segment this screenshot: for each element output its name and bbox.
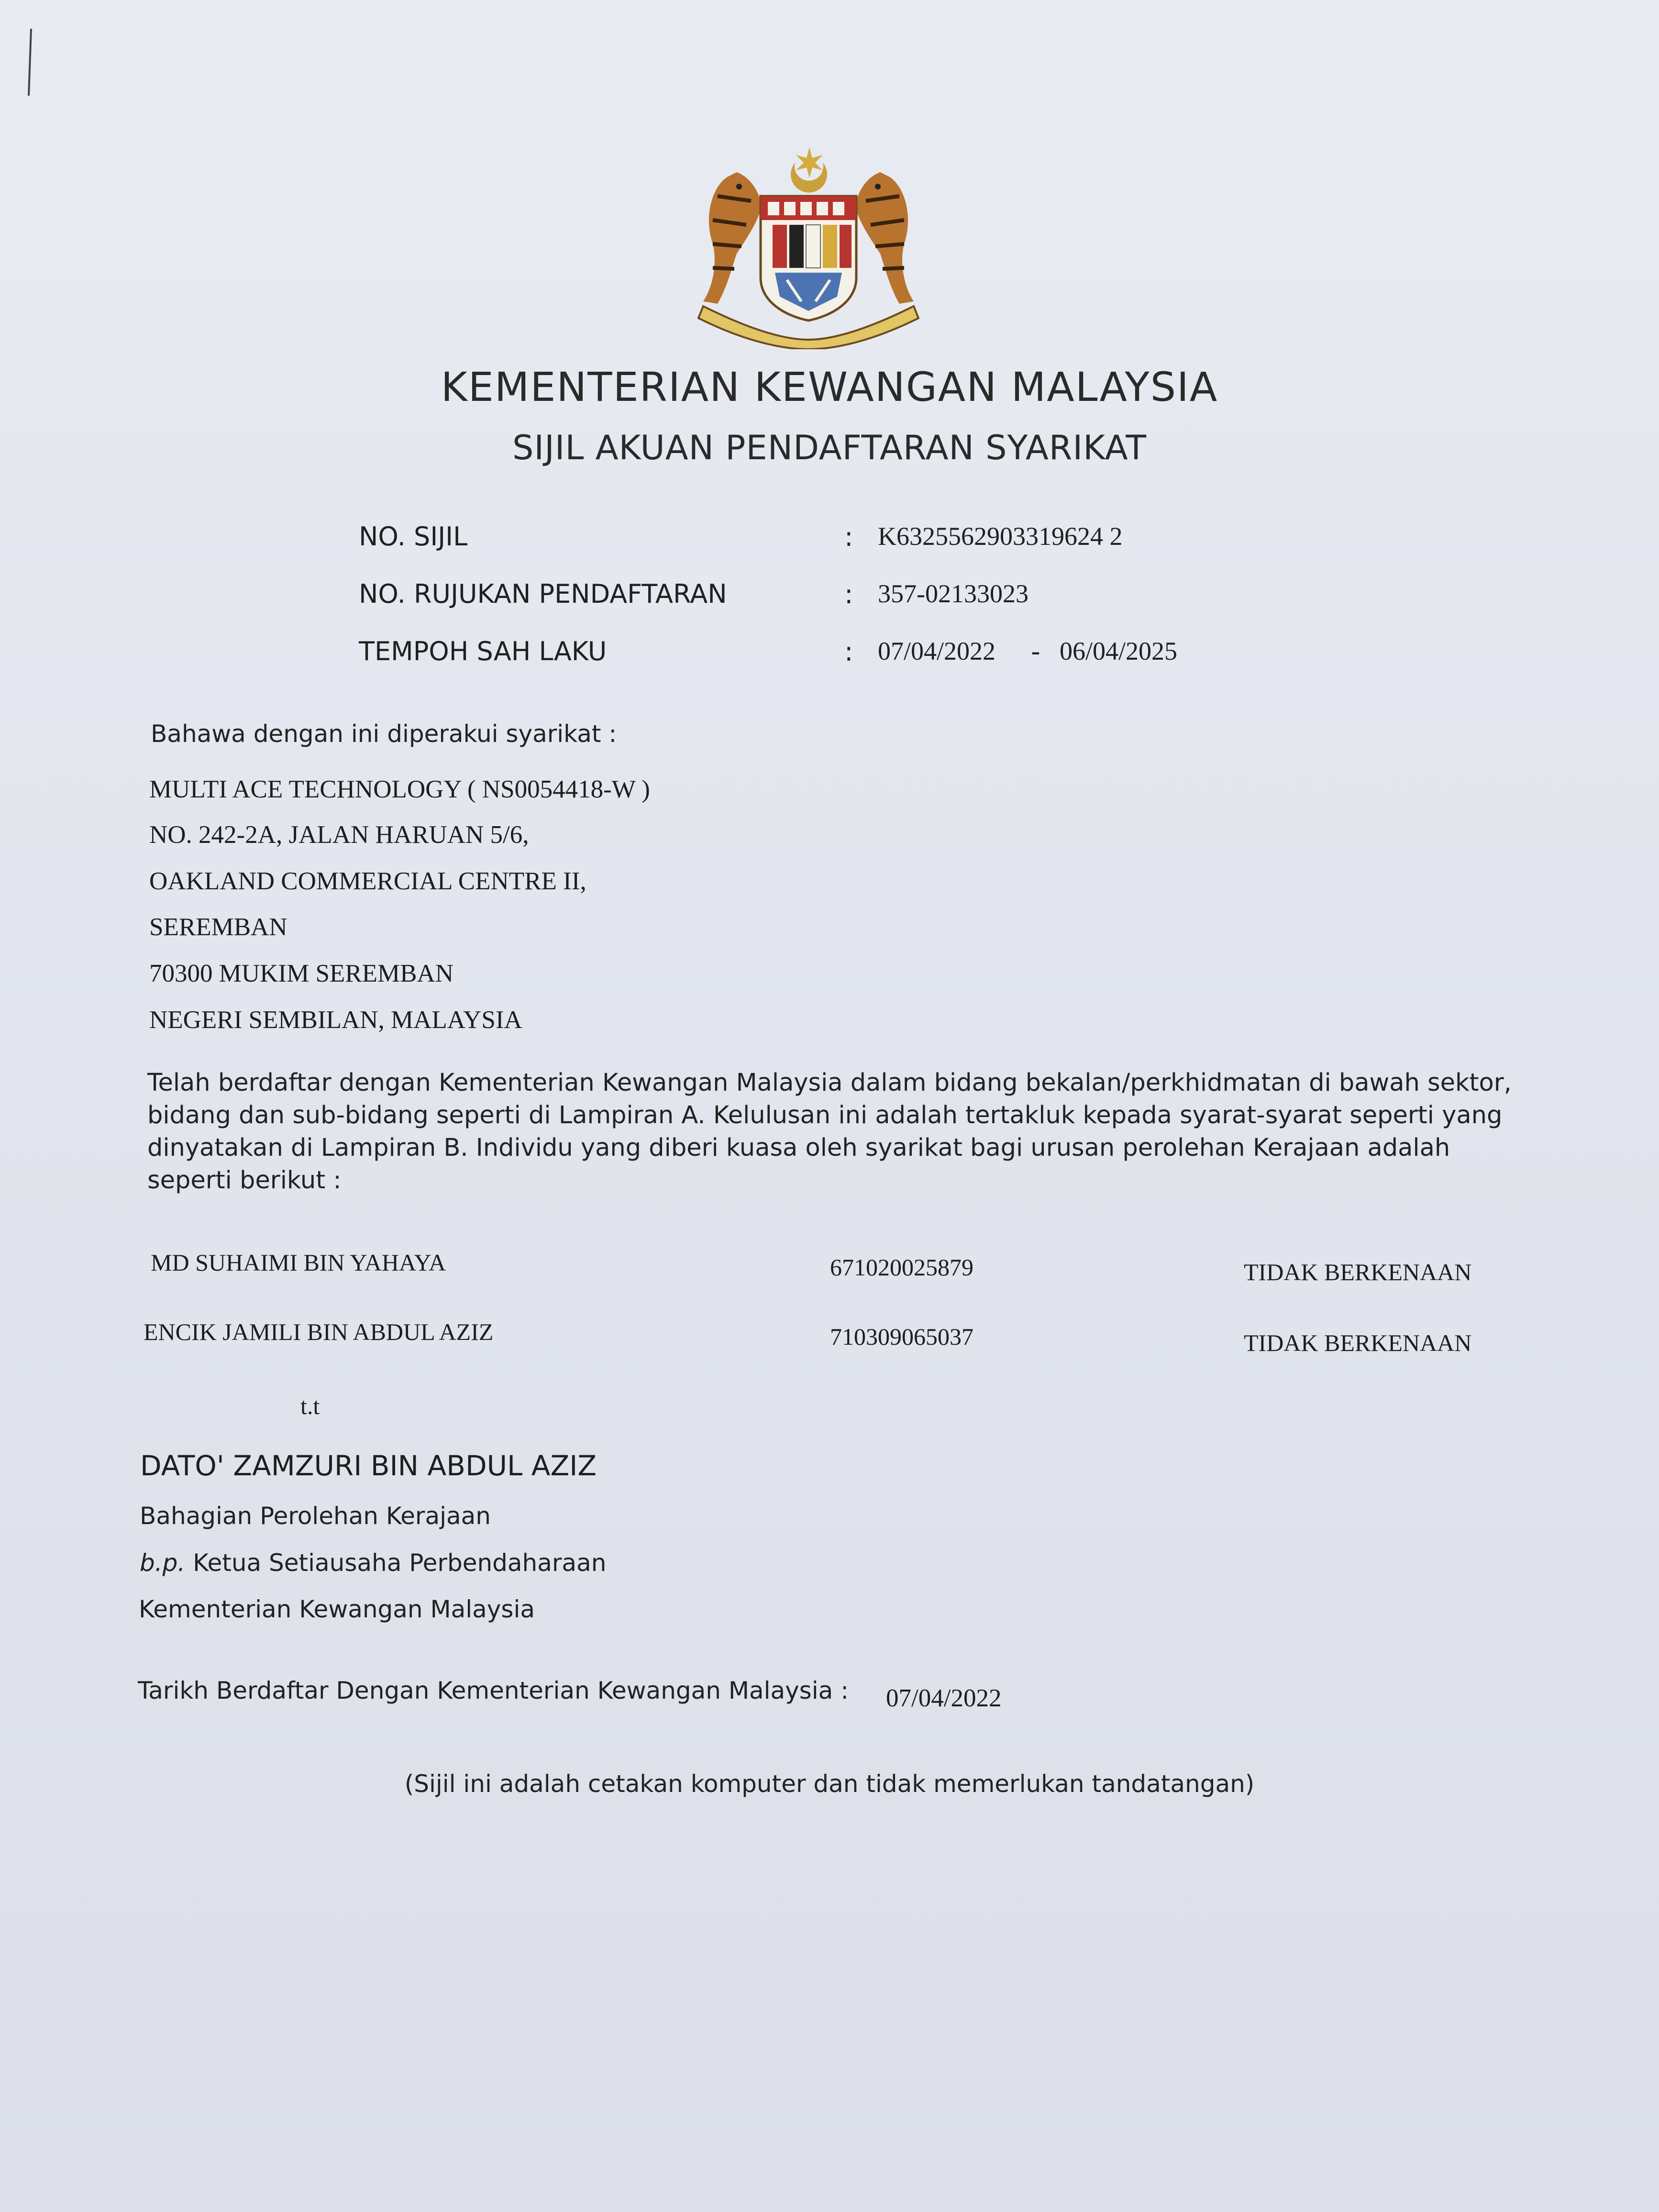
coat-of-arms-emblem [684, 144, 933, 349]
validity-end-date: 06/04/2025 [1060, 637, 1178, 665]
authorized-person-status: TIDAK BERKENAAN [1244, 1329, 1472, 1356]
authorized-person-id: 710309065037 [830, 1323, 973, 1350]
signatory-division: Bahagian Perolehan Kerajaan [140, 1502, 491, 1530]
registration-reference-label: NO. RUJUKAN PENDAFTARAN [359, 579, 727, 609]
company-address-line: SEREMBAN [149, 913, 288, 941]
company-address-line: NO. 242-2A, JALAN HARUAN 5/6, [149, 821, 529, 849]
company-address-line: NEGERI SEMBILAN, MALAYSIA [149, 1006, 522, 1034]
validity-period-label: TEMPOH SAH LAKU [359, 636, 607, 666]
bp-title: Ketua Setiausaha Perbendaharaan [185, 1549, 607, 1577]
authorized-person-name: ENCIK JAMILI BIN ABDUL AZIZ [144, 1318, 494, 1345]
certificate-number-value: K6325562903319624 2 [878, 522, 1123, 551]
computer-generated-note: (Sijil ini adalah cetakan komputer dan tidak memerlukan tandatangan) [404, 1770, 1255, 1798]
authorized-person-status: TIDAK BERKENAAN [1244, 1259, 1472, 1285]
registration-reference-value: 357-02133023 [878, 579, 1029, 608]
signatory-title [140, 1549, 606, 1577]
registration-date-value: 07/04/2022 [886, 1684, 1002, 1712]
authorized-person-id: 671020025879 [830, 1254, 973, 1281]
registration-date-label: Tarikh Berdaftar Dengan Kementerian Kewangan Malaysia : [138, 1677, 849, 1704]
colon: : [844, 636, 853, 667]
registration-reference-row [0, 579, 1659, 622]
company-address-line: OAKLAND COMMERCIAL CENTRE II, [149, 867, 586, 895]
colon: : [844, 579, 853, 609]
certificate-title: SIJIL AKUAN PENDAFTARAN SYARIKAT [512, 428, 1147, 467]
certificate-number-label: NO. SIJIL [359, 521, 468, 552]
registration-statement: Telah berdaftar dengan Kementerian Kewangan Malaysia dalam bidang bekalan/perkhidmatan di bawah sektor, bidang dan sub-bidang seperti di Lampiran A. Kelulusan ini adalah tertakluk kepada syarat-syarat seperti yang dinyatakan di Lampiran B. Individu yang diberi kuasa oleh syarikat bagi urusan perolehan Kerajaan adalah seperti berikut : [147, 1069, 1512, 1194]
tt-mark: t.t [300, 1393, 320, 1419]
date-range-dash: - [1031, 636, 1040, 667]
company-name: MULTI ACE TECHNOLOGY ( NS0054418-W ) [149, 775, 650, 803]
certificate-number-row [0, 521, 1659, 564]
company-address-line: 70300 MUKIM SEREMBAN [149, 960, 454, 987]
declaration-text: Bahawa dengan ini diperakui syarikat : [151, 720, 617, 748]
pen-mark [28, 29, 33, 96]
bp-prefix: b.p. [140, 1549, 186, 1577]
validity-start-date: 07/04/2022 [878, 637, 996, 665]
colon: : [844, 521, 853, 552]
signatory-name: DATO' ZAMZURI BIN ABDUL AZIZ [140, 1449, 597, 1482]
signatory-ministry: Kementerian Kewangan Malaysia [139, 1595, 535, 1623]
validity-period-row [0, 636, 1659, 679]
ministry-title: KEMENTERIAN KEWANGAN MALAYSIA [441, 364, 1218, 410]
authorized-person-name: MD SUHAIMI BIN YAHAYA [151, 1249, 446, 1276]
